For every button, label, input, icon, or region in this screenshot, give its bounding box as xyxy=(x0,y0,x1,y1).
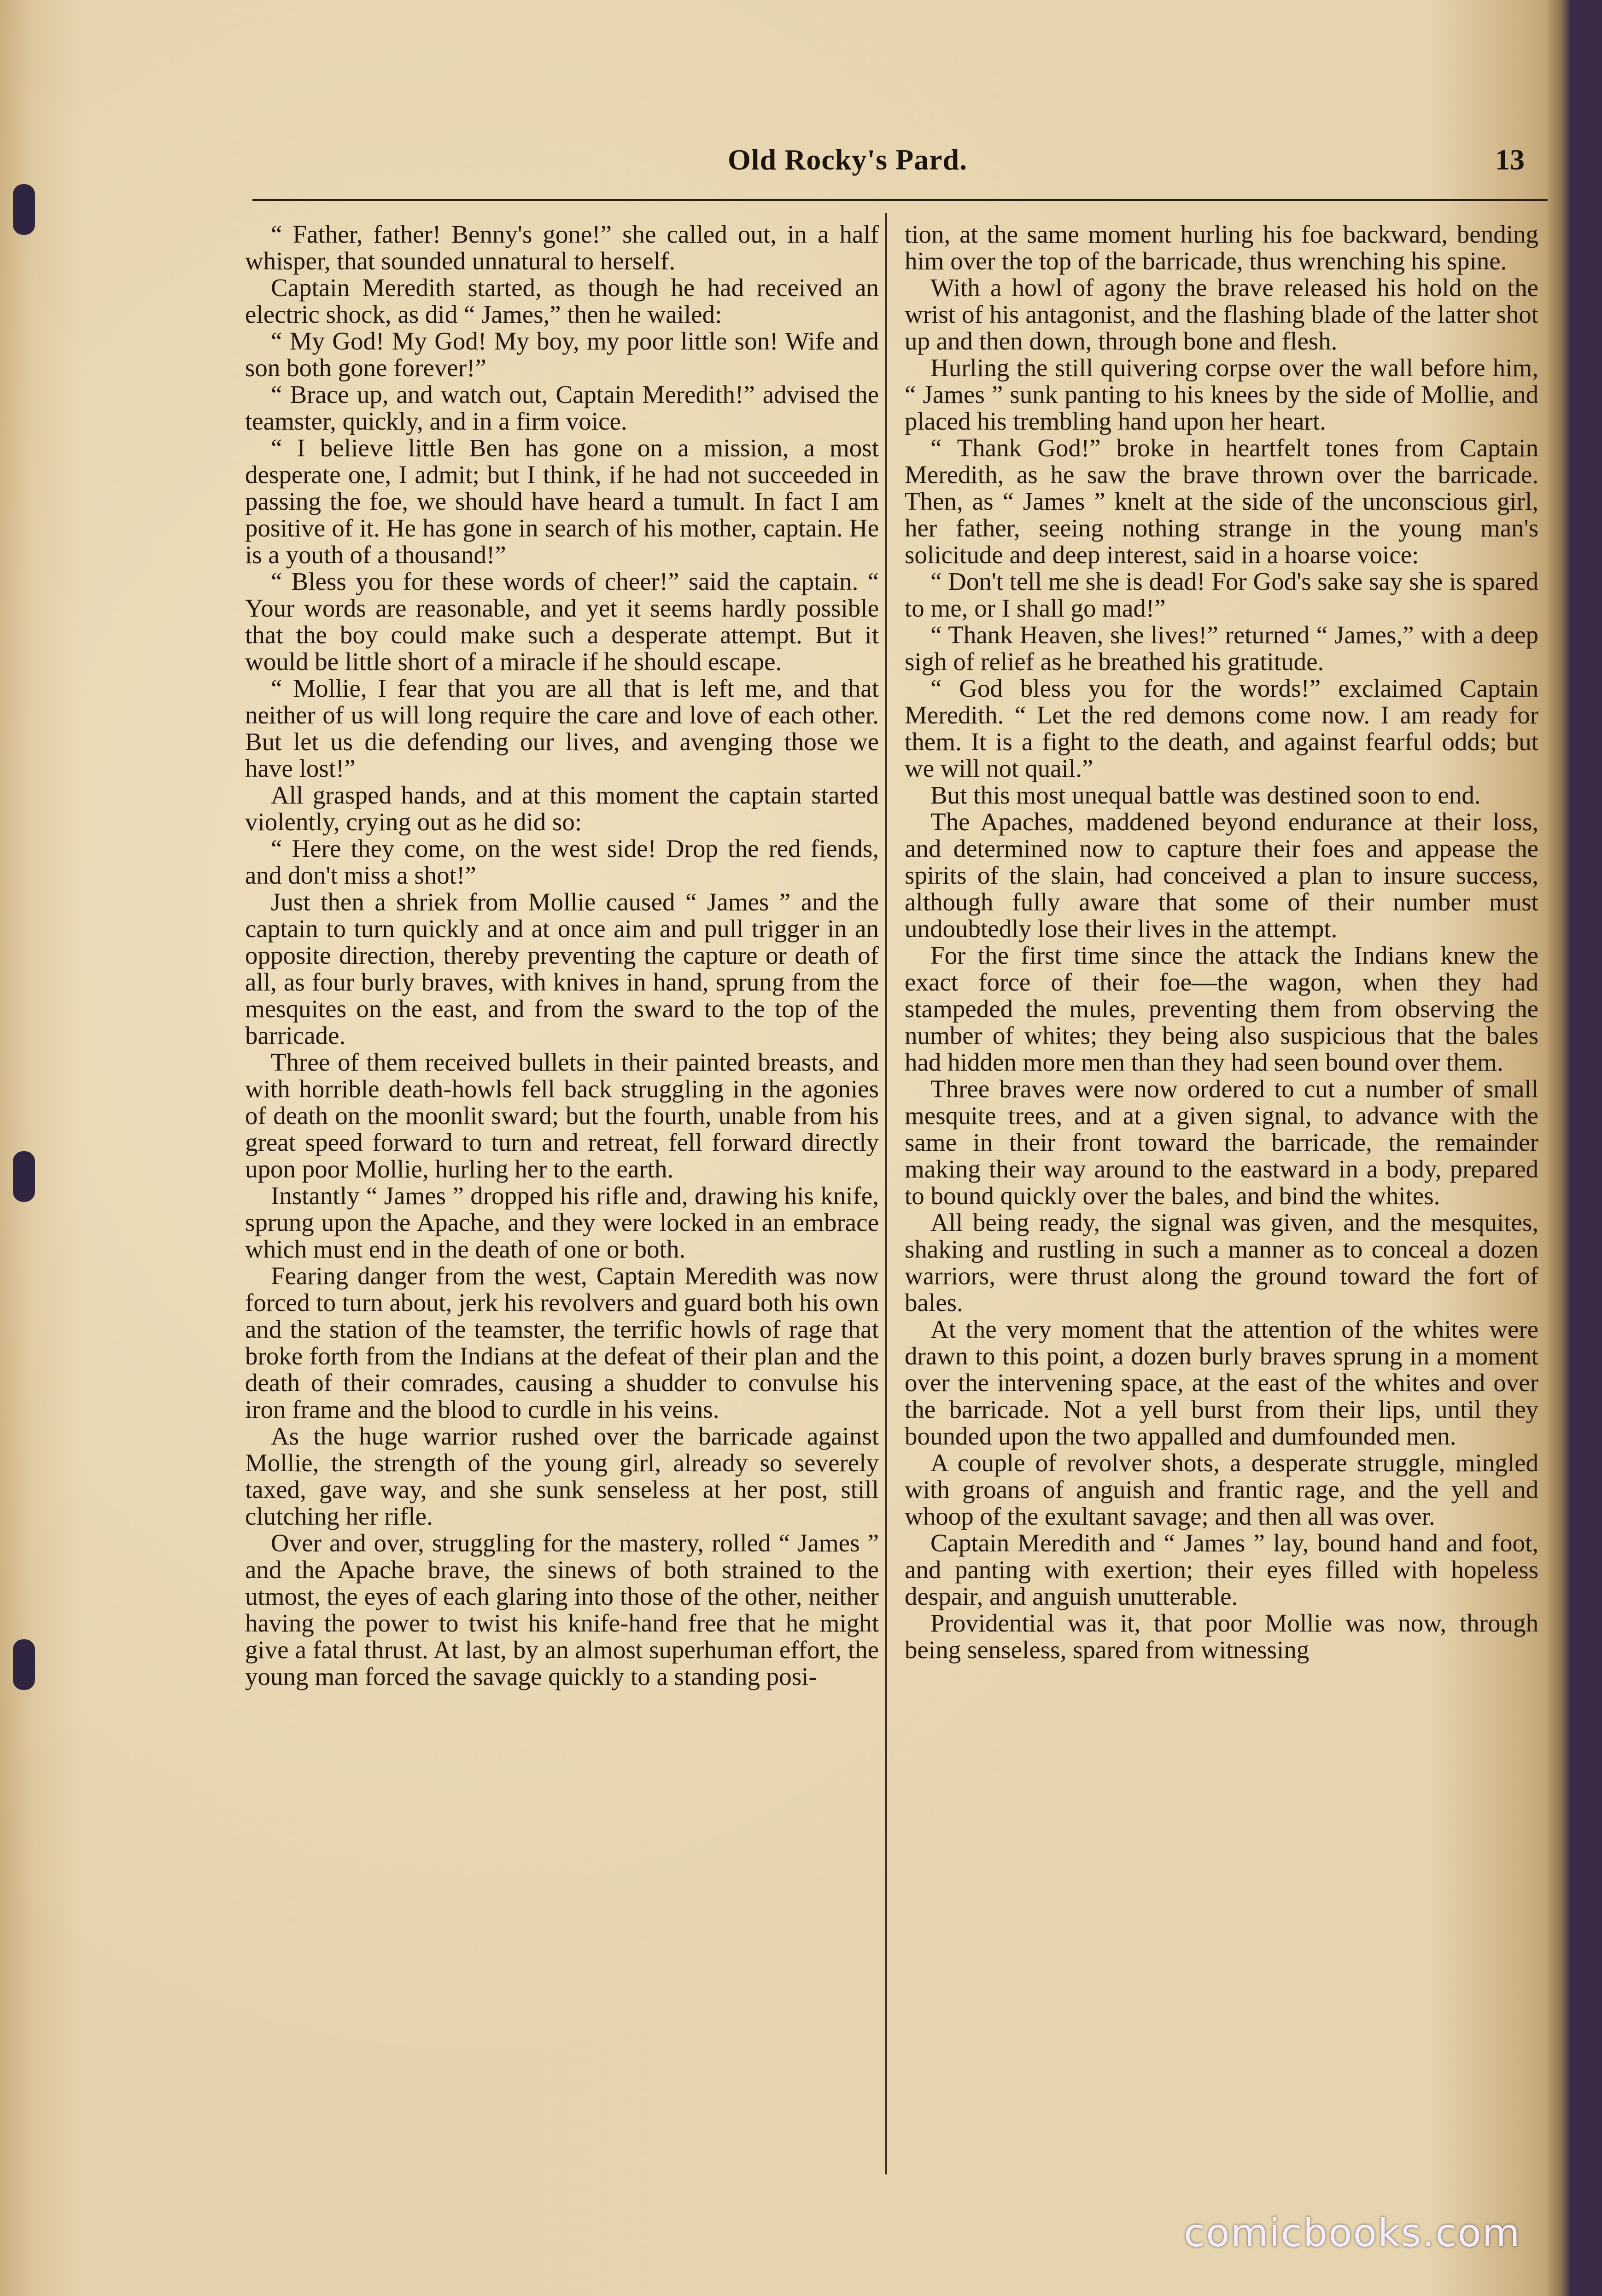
column-divider xyxy=(885,213,887,2174)
paragraph: Three braves were now ordered to cut a number of small mesquite trees, and at a given signal, to advance with the same in their front toward the barricade, the remainder making their way around to the eastward in a body, prepared to bound quickly over the bales, and bind the whites. xyxy=(905,1075,1538,1210)
paragraph: For the first time since the attack the Indians knew the exact force of their foe—the wagon, when they had stampeded the mules, preventing them from observing the number of whites; they being also suspicious that the bales had hidden more men than they had seen bound over them. xyxy=(905,941,1538,1076)
paragraph: “ Thank God!” broke in heartfelt tones from Captain Meredith, as he saw the brave thrown over the barricade. Then, as “ James ” knelt at the side of the unconscious girl, her father, seeing nothing strange in the young man's solicitude and deep interest, said in a hoarse voice: xyxy=(905,434,1538,569)
paragraph: Instantly “ James ” dropped his rifle and, drawing his knife, sprung upon the Apache, and they were locked in an embrace which must end in the death of one or both. xyxy=(245,1182,879,1263)
paragraph: “ Here they come, on the west side! Drop the red fiends, and don't miss a shot!” xyxy=(245,834,879,889)
paragraph: “ I believe little Ben has gone on a mission, a most desperate one, I admit; but I think, if he had not succeeded in passing the foe, we should have heard a tumult. In fact I am positive of it. He has gone in search of his mother, captain. He is a youth of a thousand!” xyxy=(245,434,879,569)
paragraph: “ Mollie, I fear that you are all that is left me, and that neither of us will long require the care and love of each other. But let us die defending our lives, and avenging those we have lost!” xyxy=(245,674,879,782)
paragraph: All being ready, the signal was given, and the mesquites, shaking and rustling in such a manner as to conceal a dozen warriors, were thrust along the ground toward the fort of bales. xyxy=(905,1208,1538,1317)
paragraph: “ Father, father! Benny's gone!” she called out, in a half whisper, that sounded unnatural to herself. xyxy=(245,220,879,275)
paragraph: Captain Meredith started, as though he had received an electric shock, as did “ James,” then he wailed: xyxy=(245,274,879,328)
paragraph: As the huge warrior rushed over the barricade against Mollie, the strength of the young girl, already so severely taxed, gave way, and she sunk senseless at her post, still clutching her rifle. xyxy=(245,1422,879,1530)
paragraph: With a howl of agony the brave released his hold on the wrist of his antagonist, and the flashing blade of the latter shot up and then down, through bone and flesh. xyxy=(905,274,1538,355)
binding-hole xyxy=(13,1639,35,1690)
paragraph: Hurling the still quivering corpse over the wall before him, “ James ” sunk panting to his knees by the side of Mollie, and placed his trembling hand upon her heart. xyxy=(905,354,1538,435)
paragraph: “ Don't tell me she is dead! For God's sake say she is spared to me, or I shall go mad!” xyxy=(905,567,1538,622)
left-column xyxy=(245,221,879,1690)
paragraph: “ Brace up, and watch out, Captain Meredith!” advised the teamster, quickly, and in a firm voice. xyxy=(245,380,879,435)
paragraph: Providential was it, that poor Mollie was now, through being senseless, spared from witnessing xyxy=(905,1609,1538,1664)
paragraph: “ My God! My God! My boy, my poor little son! Wife and son both gone forever!” xyxy=(245,327,879,382)
paragraph: “ Bless you for these words of cheer!” said the captain. “ Your words are reasonable, and yet it seems hardly possible that the boy could make such a desperate attempt. But it would be little short of a miracle if he should escape. xyxy=(245,567,879,676)
paragraph: “ Thank Heaven, she lives!” returned “ James,” with a deep sigh of relief as he breathed his gratitude. xyxy=(905,621,1538,676)
paragraph: Three of them received bullets in their painted breasts, and with horrible death-howls fell back struggling in the agonies of death on the moonlit sward; but the fourth, unable from his great speed forward to turn and retreat, fell forward directly upon poor Mollie, hurling her to the earth. xyxy=(245,1048,879,1183)
running-head-title: Old Rocky's Pard. xyxy=(728,143,968,176)
paragraph: All grasped hands, and at this moment the captain started violently, crying out as he did so: xyxy=(245,781,879,836)
paragraph: A couple of revolver shots, a desperate struggle, mingled with groans of anguish and frantic rage, and the yell and whoop of the exultant savage; and then all was over. xyxy=(905,1449,1538,1530)
paragraph: Fearing danger from the west, Captain Meredith was now forced to turn about, jerk his revolvers and guard both his own and the station of the teamster, the terrific howls of rage that broke forth from the Indians at the defeat of their plan and the death of their comrades, causing a shudder to convulse his iron frame and the blood to curdle in his veins. xyxy=(245,1262,879,1423)
paragraph: Over and over, struggling for the mastery, rolled “ James ” and the Apache brave, the sinews of both strained to the utmost, the eyes of each glaring into those of the other, neither having the power to twist his knife-hand free that he might give a fatal thrust. At last, by an almost superhuman effort, the young man forced the savage quickly to a standing posi- xyxy=(245,1529,879,1690)
paragraph: “ God bless you for the words!” exclaimed Captain Meredith. “ Let the red demons come now. I am ready for them. It is a fight to the death, and against fearful odds; but we will not quail.” xyxy=(905,674,1538,782)
header-rule xyxy=(252,199,1566,201)
binding-hole xyxy=(13,1151,35,1202)
paragraph: But this most unequal battle was destined soon to end. xyxy=(930,781,1481,809)
page-edge xyxy=(1548,0,1571,2296)
paragraph: tion, at the same moment hurling his foe backward, bending him over the top of the barricade, thus wrenching his spine. xyxy=(905,220,1538,275)
binding-hole xyxy=(13,184,35,235)
right-column xyxy=(905,221,1538,1663)
page-number: 13 xyxy=(1495,143,1525,176)
paragraph: The Apaches, maddened beyond endurance at their loss, and determined now to capture their foes and appease the spirits of the slain, had conceived a plan to insure success, although fully aware that some of their number must undoubtedly lose their lives in the attempt. xyxy=(905,808,1538,943)
watermark: comicbooks.com xyxy=(1184,2210,1521,2255)
paragraph: Captain Meredith and “ James ” lay, bound hand and foot, and panting with exertion; their eyes filled with hopeless despair, and anguish unutterable. xyxy=(905,1529,1538,1610)
paragraph: Just then a shriek from Mollie caused “ James ” and the captain to turn quickly and at once aim and pull trigger in an opposite direction, thereby preventing the capture or death of all, as four burly braves, with knives in hand, sprung from the mesquites on the east, and from the sward to the top of the barricade. xyxy=(245,888,879,1049)
paragraph: At the very moment that the attention of the whites were drawn to this point, a dozen burly braves sprung in a moment over the intervening space, at the east of the whites and over the barricade. Not a yell burst from their lips, until they bounded upon the two appalled and dumfounded men. xyxy=(905,1315,1538,1450)
